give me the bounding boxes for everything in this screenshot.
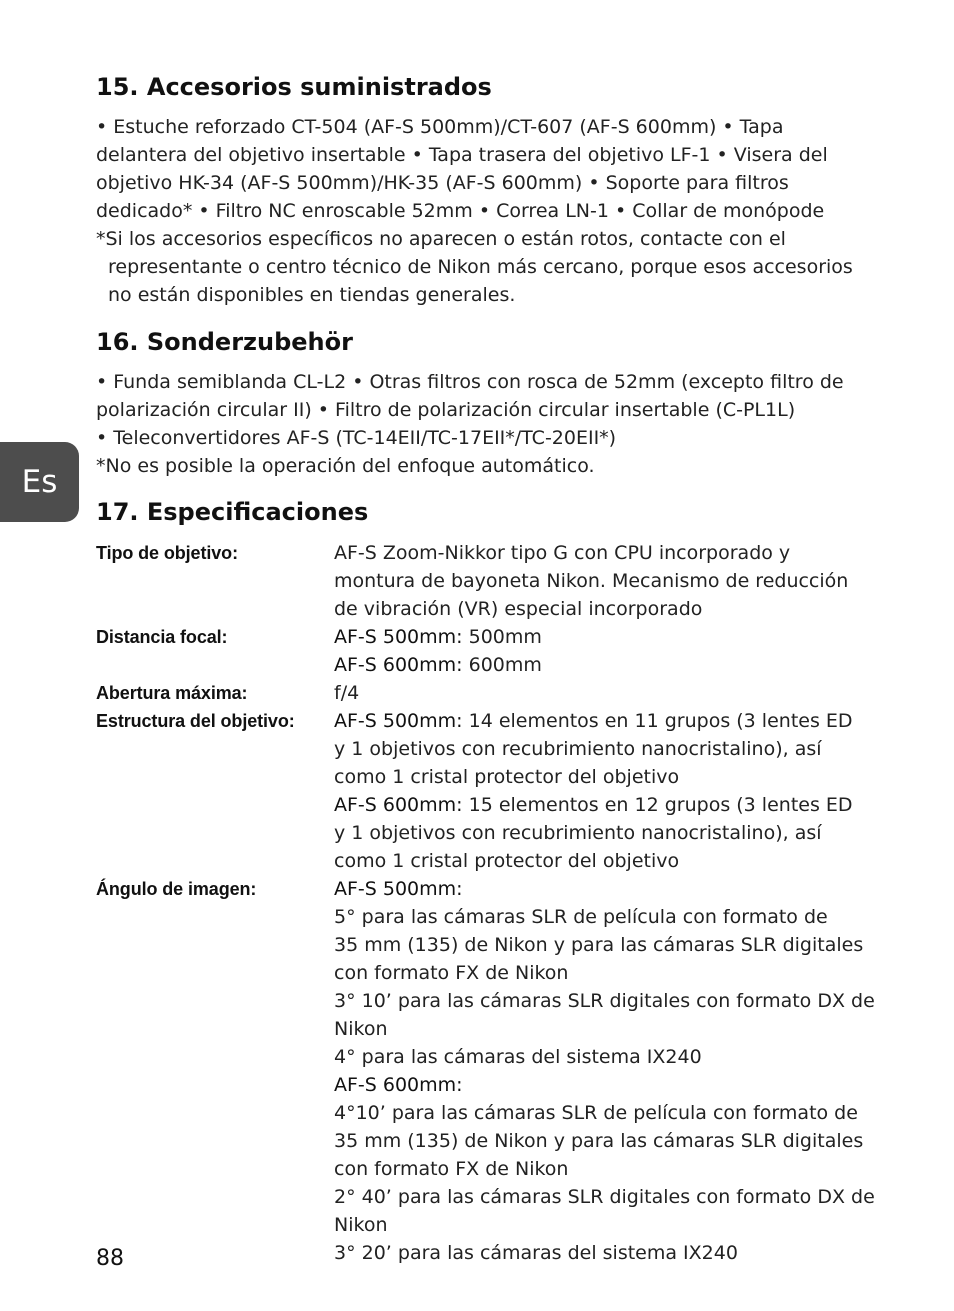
section-16-body bbox=[96, 368, 886, 480]
spec-value-line bbox=[334, 875, 875, 903]
spec-lens-model: AF-S 500mm: bbox=[334, 878, 463, 900]
spec-value-text: montura de bayoneta Nikon. Mecanismo de reducción bbox=[334, 570, 849, 592]
spec-row bbox=[96, 707, 896, 875]
section-15-body bbox=[96, 113, 886, 309]
spec-value-text: con formato FX de Nikon bbox=[334, 962, 569, 984]
spec-value-line bbox=[334, 735, 853, 763]
section-15-title: 15. Accesorios suministrados bbox=[96, 73, 492, 101]
spec-lens-model: AF-S 600mm: bbox=[334, 654, 463, 676]
spec-value-line bbox=[334, 567, 848, 595]
spec-value-line bbox=[334, 1127, 875, 1155]
spec-value-line bbox=[334, 1239, 875, 1267]
spec-value-line bbox=[334, 651, 542, 679]
spec-value bbox=[334, 875, 875, 1267]
spec-label: Abertura máxima: bbox=[96, 683, 248, 703]
spec-value-text: 4° para las cámaras del sistema IX240 bbox=[334, 1046, 702, 1068]
spec-row bbox=[96, 875, 896, 1267]
spec-label: Estructura del objetivo: bbox=[96, 711, 295, 731]
spec-value-text: 3° 20’ para las cámaras del sistema IX240 bbox=[334, 1242, 738, 1264]
spec-lens-model: AF-S 600mm: bbox=[334, 794, 463, 816]
spec-value-line bbox=[334, 987, 875, 1015]
page-number: 88 bbox=[96, 1246, 124, 1271]
spec-value-line bbox=[334, 1071, 875, 1099]
footnote-line: no están disponibles en tiendas generales. bbox=[108, 284, 516, 306]
spec-value-line bbox=[334, 819, 853, 847]
text-line: dedicado* • Filtro NC enroscable 52mm • Correa LN-1 • Collar de monópode bbox=[96, 200, 825, 222]
spec-value-text: f/4 bbox=[334, 682, 360, 704]
spec-value-text: Nikon bbox=[334, 1018, 388, 1040]
spec-value-text: y 1 objetivos con recubrimiento nanocristalino), así bbox=[334, 822, 822, 844]
spec-value-line bbox=[334, 847, 853, 875]
spec-value-text: 2° 40’ para las cámaras SLR digitales con formato DX de bbox=[334, 1186, 875, 1208]
spec-value-text: 500mm bbox=[462, 626, 542, 648]
spec-lens-model: AF-S 600mm: bbox=[334, 1074, 463, 1096]
spec-value-line bbox=[334, 1099, 875, 1127]
spec-value-line bbox=[334, 623, 542, 651]
spec-value-line bbox=[334, 1015, 875, 1043]
spec-value-text: 4°10’ para las cámaras SLR de película con formato de bbox=[334, 1102, 858, 1124]
section-17-title: 17. Especificaciones bbox=[96, 498, 369, 526]
spec-value-line bbox=[334, 1183, 875, 1211]
text-line: • Teleconvertidores AF-S (TC-14EII/TC-17EII*/TC-20EII*) bbox=[96, 427, 617, 449]
spec-table bbox=[96, 539, 896, 1267]
spec-label: Distancia focal: bbox=[96, 627, 228, 647]
spec-value-text: 5° para las cámaras SLR de película con formato de bbox=[334, 906, 828, 928]
spec-value bbox=[334, 707, 853, 875]
footnote-line: representante o centro técnico de Nikon más cercano, porque esos accesorios bbox=[108, 256, 853, 278]
spec-value-text: 3° 10’ para las cámaras SLR digitales con formato DX de bbox=[334, 990, 875, 1012]
spec-value bbox=[334, 539, 848, 623]
spec-lens-model: AF-S 500mm: bbox=[334, 626, 463, 648]
spec-value-text: AF-S Zoom-Nikkor tipo G con CPU incorporado y bbox=[334, 542, 791, 564]
text-line: delantera del objetivo insertable • Tapa trasera del objetivo LF-1 • Visera del bbox=[96, 144, 828, 166]
spec-value bbox=[334, 679, 359, 707]
spec-row bbox=[96, 539, 896, 623]
footnote-line: *No es posible la operación del enfoque automático. bbox=[96, 455, 595, 477]
spec-value-line bbox=[334, 903, 875, 931]
spec-value-line bbox=[334, 1211, 875, 1239]
spec-value-text: Nikon bbox=[334, 1214, 388, 1236]
spec-value-text: y 1 objetivos con recubrimiento nanocristalino), así bbox=[334, 738, 822, 760]
spec-value bbox=[334, 623, 542, 679]
spec-value-line bbox=[334, 763, 853, 791]
spec-value-line bbox=[334, 1155, 875, 1183]
text-line: • Funda semiblanda CL-L2 • Otras filtros con rosca de 52mm (excepto filtro de bbox=[96, 371, 844, 393]
spec-value-line bbox=[334, 679, 359, 707]
spec-value-line bbox=[334, 931, 875, 959]
spec-value-text: 14 elementos en 11 grupos (3 lentes ED bbox=[462, 710, 853, 732]
spec-value-text: 35 mm (135) de Nikon y para las cámaras SLR digitales bbox=[334, 934, 864, 956]
spec-value-line bbox=[334, 791, 853, 819]
spec-value-text: 35 mm (135) de Nikon y para las cámaras SLR digitales bbox=[334, 1130, 864, 1152]
spec-value-text: de vibración (VR) especial incorporado bbox=[334, 598, 703, 620]
spec-value-text: como 1 cristal protector del objetivo bbox=[334, 850, 680, 872]
spec-label: Tipo de objetivo: bbox=[96, 543, 238, 563]
spec-value-line bbox=[334, 959, 875, 987]
spec-label: Ángulo de imagen: bbox=[96, 879, 257, 899]
spec-value-line bbox=[334, 595, 848, 623]
spec-lens-model: AF-S 500mm: bbox=[334, 710, 463, 732]
spec-value-line bbox=[334, 707, 853, 735]
section-16-title: 16. Sonderzubehör bbox=[96, 328, 353, 356]
text-line: polarización circular II) • Filtro de polarización circular insertable (C-PL1L) bbox=[96, 399, 796, 421]
spec-value-line bbox=[334, 539, 848, 567]
spec-value-text: con formato FX de Nikon bbox=[334, 1158, 569, 1180]
spec-value-text: como 1 cristal protector del objetivo bbox=[334, 766, 680, 788]
spec-value-line bbox=[334, 1043, 875, 1071]
language-tab-label: Es bbox=[21, 464, 58, 500]
footnote-line: *Si los accesorios específicos no aparecen o están rotos, contacte con el bbox=[96, 228, 786, 250]
text-line: • Estuche reforzado CT-504 (AF-S 500mm)/CT-607 (AF-S 600mm) • Tapa bbox=[96, 116, 784, 138]
spec-row bbox=[96, 679, 896, 707]
spec-value-text: 15 elementos en 12 grupos (3 lentes ED bbox=[462, 794, 853, 816]
spec-row bbox=[96, 623, 896, 679]
text-line: objetivo HK-34 (AF-S 500mm)/HK-35 (AF-S 600mm) • Soporte para filtros bbox=[96, 172, 789, 194]
spec-value-text: 600mm bbox=[462, 654, 542, 676]
language-tab bbox=[0, 442, 79, 522]
